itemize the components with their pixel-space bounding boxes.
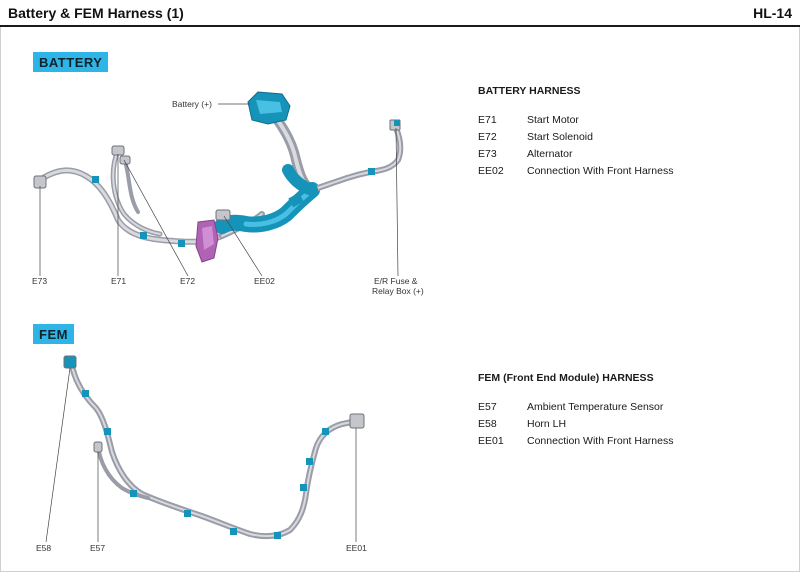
battery-legend-title: BATTERY HARNESS bbox=[478, 85, 581, 97]
page-title: Battery & FEM Harness (1) bbox=[8, 5, 184, 21]
label-e72: E72 bbox=[180, 276, 196, 286]
label-battery-plus: Battery (+) bbox=[172, 99, 212, 109]
clip bbox=[306, 458, 313, 465]
clip bbox=[140, 232, 147, 239]
clip bbox=[184, 510, 191, 517]
battery-connectors bbox=[34, 120, 400, 220]
label-e73: E73 bbox=[32, 276, 48, 286]
clip bbox=[274, 532, 281, 539]
legend-row bbox=[478, 432, 778, 449]
page-code: HL-14 bbox=[753, 5, 792, 21]
battery-harness bbox=[32, 92, 424, 296]
clip bbox=[300, 484, 307, 491]
clip bbox=[322, 428, 329, 435]
clip bbox=[178, 240, 185, 247]
clip bbox=[368, 168, 375, 175]
legend-desc: Start Solenoid bbox=[527, 130, 593, 143]
legend-row bbox=[478, 162, 778, 179]
legend-row bbox=[478, 415, 778, 432]
battery-terminal-boot bbox=[248, 92, 290, 124]
legend-row bbox=[478, 128, 778, 145]
legend-desc: Connection With Front Harness bbox=[527, 434, 674, 447]
label-ee01: EE01 bbox=[346, 543, 367, 553]
connector-e72 bbox=[120, 156, 130, 164]
clip bbox=[394, 120, 400, 126]
legend-code: E58 bbox=[478, 417, 497, 430]
legend-code: E71 bbox=[478, 113, 497, 126]
legend-row bbox=[478, 111, 778, 128]
legend-row bbox=[478, 145, 778, 162]
legend-row bbox=[478, 398, 778, 415]
fem-section-tag: FEM bbox=[33, 324, 74, 344]
label-er-fuse-line1: E/R Fuse & bbox=[374, 276, 418, 286]
clip bbox=[130, 490, 137, 497]
label-ee02: EE02 bbox=[254, 276, 275, 286]
legend-desc: Connection With Front Harness bbox=[527, 164, 674, 177]
connector-e71 bbox=[112, 146, 124, 155]
connector-e58 bbox=[64, 356, 76, 368]
legend-code: E73 bbox=[478, 147, 497, 160]
legend-code: E57 bbox=[478, 400, 497, 413]
battery-leader-lines bbox=[40, 104, 398, 276]
legend-code: E72 bbox=[478, 130, 497, 143]
label-e71: E71 bbox=[111, 276, 127, 286]
legend-desc: Horn LH bbox=[527, 417, 567, 430]
fem-legend-title: FEM (Front End Module) HARNESS bbox=[478, 372, 654, 384]
connector-ee01 bbox=[350, 414, 364, 428]
start-solenoid-part bbox=[196, 220, 218, 262]
label-e57: E57 bbox=[90, 543, 106, 553]
battery-harness-legend bbox=[478, 85, 778, 179]
legend-desc: Ambient Temperature Sensor bbox=[527, 400, 664, 413]
label-er-fuse-line2: Relay Box (+) bbox=[372, 286, 424, 296]
clip bbox=[82, 390, 89, 397]
legend-code: EE01 bbox=[478, 434, 504, 447]
fem-harness-legend bbox=[478, 372, 778, 449]
legend-desc: Start Motor bbox=[527, 113, 579, 126]
clip bbox=[230, 528, 237, 535]
battery-section-tag: BATTERY bbox=[33, 52, 108, 72]
connector-ee02 bbox=[216, 210, 230, 220]
connector-e57 bbox=[94, 442, 102, 452]
label-e58: E58 bbox=[36, 543, 52, 553]
clip bbox=[104, 428, 111, 435]
legend-code: EE02 bbox=[478, 164, 504, 177]
clip bbox=[92, 176, 99, 183]
fem-harness bbox=[36, 356, 367, 553]
legend-desc: Alternator bbox=[527, 147, 573, 160]
